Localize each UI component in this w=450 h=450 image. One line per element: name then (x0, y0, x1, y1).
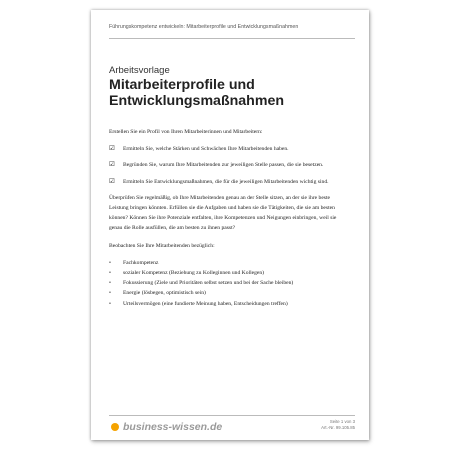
document-page (91, 10, 369, 440)
article-number: Art.-Nr. 99.105.85 (321, 425, 355, 430)
checklist-item-text: Ermitteln Sie, welche Stärken und Schwächen Ihre Mitarbeitenden haben. (123, 146, 289, 153)
bullet-list (109, 258, 345, 309)
list-item (109, 258, 345, 268)
bullet-icon: • (109, 300, 111, 307)
checklist (109, 144, 345, 187)
running-header: Führungskompetenz entwickeln: Mitarbeiterprofile und Entwicklungsmaßnahmen (109, 24, 299, 30)
document-title: Mitarbeiterprofile und Entwicklungsmaßnahmen (109, 77, 285, 109)
header-divider (109, 38, 355, 39)
document-kicker: Arbeitsvorlage (109, 65, 170, 76)
logo-text: business-wissen.de (123, 421, 223, 433)
checklist-item (109, 160, 345, 170)
checkbox-icon: ☑ (109, 161, 115, 169)
footer-divider (109, 415, 355, 416)
list-item (109, 268, 345, 278)
checklist-item-text: Ermitteln Sie Entwicklungsmaßnahmen, die für die jeweiligen Mitarbeitenden wichtig sind. (123, 178, 329, 185)
list-item (109, 288, 345, 298)
page-number: Seite 1 von 3 (329, 419, 355, 424)
business-wissen-logo (111, 421, 222, 433)
checkbox-icon: ☑ (109, 145, 115, 153)
list-item-text: Urteilsvermögen (eine fundierte Meinung haben, Entscheidungen treffen) (123, 300, 288, 307)
checklist-item-text: Begründen Sie, warum Ihre Mitarbeitenden zur jeweiligen Stelle passen, die sie besetzen. (123, 162, 324, 169)
list-item (109, 278, 345, 288)
list-item (109, 299, 345, 309)
bullet-icon: • (109, 259, 111, 266)
review-paragraph: Überprüfen Sie regelmäßig, ob Ihre Mitarbeitenden genau an der Stelle sitzen, an der sie ihre beste Leistung bringen könnten. Erfüllen sie die Aufgaben und haben sie die Tätigkeiten, die sie am besten können? Können Sie ihre Potenziale entfalten, ihre Kompetenzen und Neigungen einbringen, weil sie genau die Rolle ausfüllen, die am besten zu ihnen passt? (109, 194, 337, 232)
bullet-icon: • (109, 270, 111, 277)
bullet-icon: • (109, 290, 111, 297)
checkbox-icon: ☑ (109, 177, 115, 185)
intro-text: Erstellen Sie ein Profil von Ihren Mitarbeiterinnen und Mitarbeitern: (109, 129, 263, 135)
list-item-text: Energie (lösbegen, optimistisch sein) (123, 290, 206, 297)
checklist-item (109, 177, 345, 187)
checklist-item (109, 144, 345, 154)
observe-intro: Beobachten Sie Ihre Mitarbeitenden bezüglich: (109, 242, 215, 249)
bullet-icon: • (109, 280, 111, 287)
document-body (109, 127, 345, 315)
logo-dot-icon (111, 423, 119, 431)
list-item-text: Fokussierung (Ziele und Prioritäten selbst setzen und bei der Sache bleiben) (123, 280, 294, 287)
list-item-text: Fachkompetenz (123, 259, 159, 266)
list-item-text: sozialer Kompetenz (Beziehung zu Kolleginnen und Kollegen) (123, 270, 265, 277)
page-info (321, 419, 355, 431)
